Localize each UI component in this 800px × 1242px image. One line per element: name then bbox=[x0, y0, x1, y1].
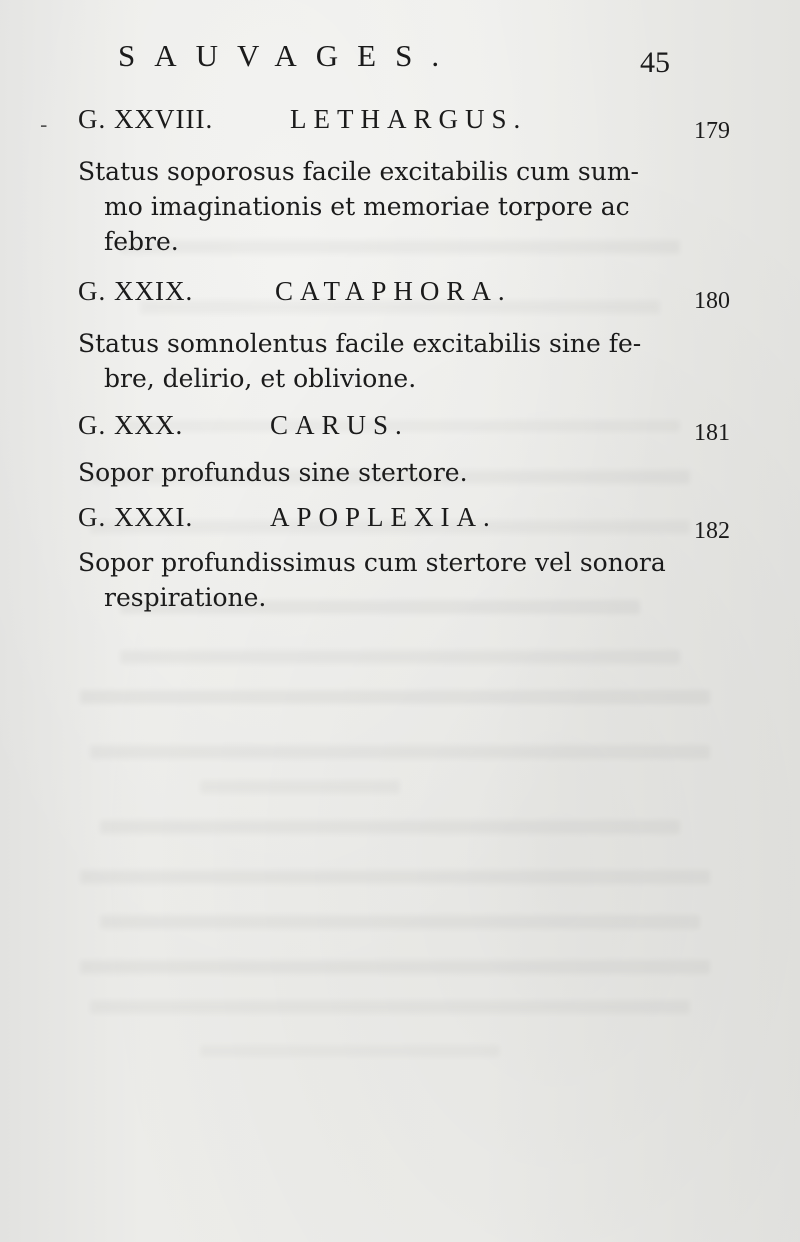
genus-name: APOPLEXIA. bbox=[270, 502, 497, 532]
reference-number: 179 bbox=[694, 118, 730, 144]
genus-name: CARUS. bbox=[270, 410, 409, 440]
running-head: SAUVAGES. bbox=[118, 38, 459, 73]
description-line: bre, delirio, et oblivione. bbox=[104, 364, 417, 393]
genus-name: LETHARGUS. bbox=[290, 104, 528, 134]
genus-number: G. XXVIII. bbox=[78, 104, 214, 134]
genus-name: CATAPHORA. bbox=[275, 276, 512, 306]
genus-description bbox=[78, 154, 688, 259]
page-number: 45 bbox=[640, 46, 670, 79]
genus-description bbox=[78, 455, 688, 490]
description-line: febre. bbox=[104, 227, 179, 256]
genus-description bbox=[78, 545, 688, 615]
reference-number: 182 bbox=[694, 518, 730, 544]
genus-number: G. XXIX. bbox=[78, 276, 194, 306]
margin-dash: - bbox=[40, 113, 48, 138]
description-line: Status soporosus facile excitabilis cum sum- bbox=[78, 157, 639, 186]
genus-number: G. XXXI. bbox=[78, 502, 194, 532]
description-line: respiratione. bbox=[104, 583, 267, 612]
reference-number: 181 bbox=[694, 420, 730, 446]
description-line: Status somnolentus facile excitabilis sine fe- bbox=[78, 329, 642, 358]
genus-description bbox=[78, 326, 688, 396]
description-line: Sopor profundus sine stertore. bbox=[78, 458, 468, 487]
genus-number: G. XXX. bbox=[78, 410, 184, 440]
reference-number: 180 bbox=[694, 288, 730, 314]
description-line: mo imaginationis et memoriae torpore ac bbox=[104, 192, 630, 221]
description-line: Sopor profundissimus cum stertore vel sonora bbox=[78, 548, 666, 577]
